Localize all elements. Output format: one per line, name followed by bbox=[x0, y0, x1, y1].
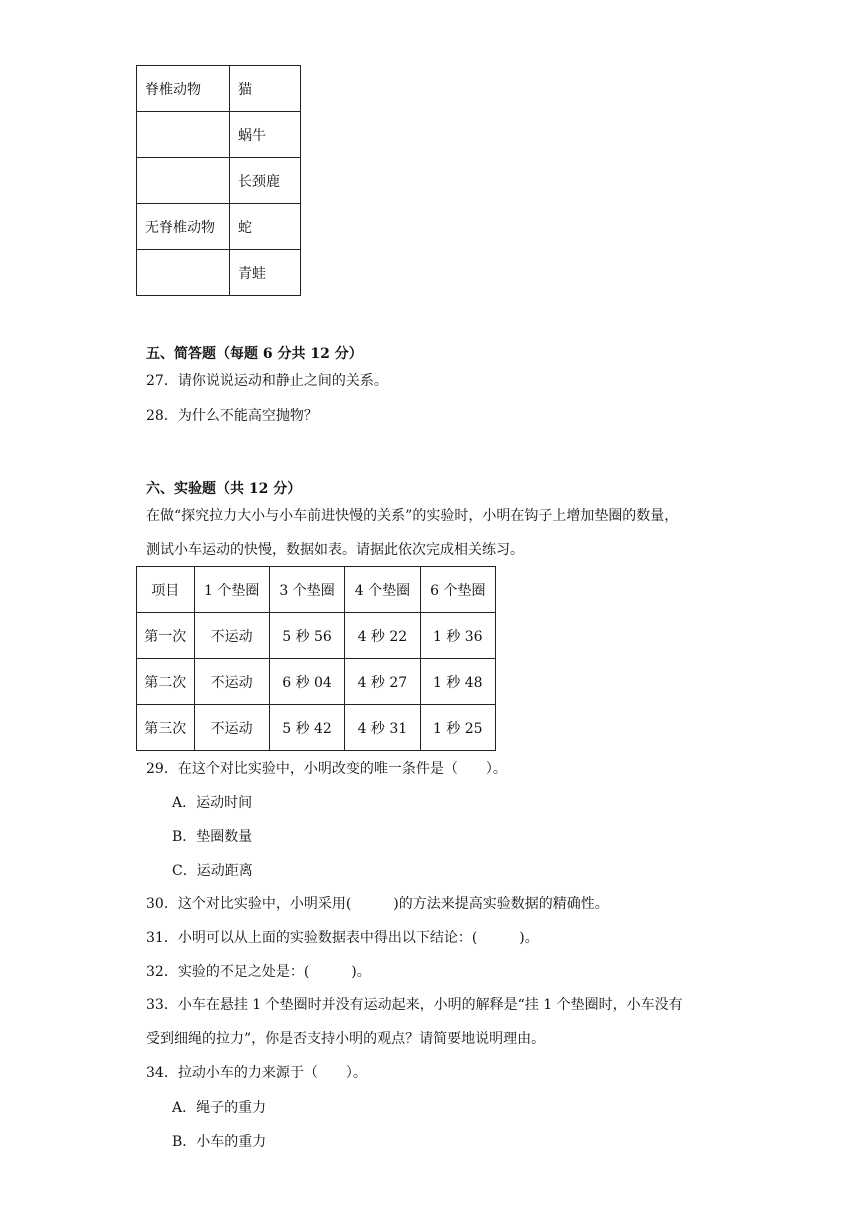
table-header-cell: 3 个垫圈 bbox=[269, 567, 344, 613]
table-cell bbox=[137, 112, 230, 158]
table-cell: 1 秒 25 bbox=[420, 705, 495, 751]
table-cell: 脊椎动物 bbox=[137, 66, 230, 112]
table-header-cell: 项目 bbox=[137, 567, 195, 613]
question-29: 29．在这个对比实验中，小明改变的唯一条件是（ ）。 bbox=[146, 761, 507, 777]
question-34: 34．拉动小车的力来源于（ ）。 bbox=[146, 1065, 367, 1081]
table-cell bbox=[137, 250, 230, 296]
option-34-a: A．绳子的重力 bbox=[172, 1100, 267, 1116]
table-cell: 6 秒 04 bbox=[269, 659, 344, 705]
option-29-b: B．垫圈数量 bbox=[172, 829, 253, 845]
table-cell: 1 秒 48 bbox=[420, 659, 495, 705]
question-32: 32．实验的不足之处是：( )。 bbox=[146, 964, 371, 980]
table-row bbox=[137, 158, 301, 204]
section-6-heading: 六、实验题（共 12 分） bbox=[146, 481, 302, 497]
table-cell: 长颈鹿 bbox=[230, 158, 301, 204]
table-cell: 1 秒 36 bbox=[420, 613, 495, 659]
table-row bbox=[137, 613, 496, 659]
table-cell: 5 秒 56 bbox=[269, 613, 344, 659]
table-cell: 第一次 bbox=[137, 613, 195, 659]
table-row bbox=[137, 659, 496, 705]
table-cell: 4 秒 27 bbox=[345, 659, 420, 705]
table-header-cell: 4 个垫圈 bbox=[345, 567, 420, 613]
question-31: 31．小明可以从上面的实验数据表中得出以下结论：( )。 bbox=[146, 930, 539, 946]
table-header-row bbox=[137, 567, 496, 613]
table-row bbox=[137, 112, 301, 158]
animal-classification-table bbox=[136, 65, 301, 296]
question-27: 27．请你说说运动和静止之间的关系。 bbox=[146, 373, 388, 389]
table-row bbox=[137, 204, 301, 250]
table-header-cell: 1 个垫圈 bbox=[194, 567, 269, 613]
table-cell: 不运动 bbox=[194, 705, 269, 751]
table-cell: 蛇 bbox=[230, 204, 301, 250]
table-row bbox=[137, 250, 301, 296]
table-cell: 第二次 bbox=[137, 659, 195, 705]
option-29-a: A．运动时间 bbox=[172, 795, 253, 811]
table-cell: 无脊椎动物 bbox=[137, 204, 230, 250]
table-cell: 4 秒 31 bbox=[345, 705, 420, 751]
experiment-data-table bbox=[136, 566, 496, 751]
table-cell: 猫 bbox=[230, 66, 301, 112]
table-cell: 5 秒 42 bbox=[269, 705, 344, 751]
table-cell bbox=[137, 158, 230, 204]
table-cell: 第三次 bbox=[137, 705, 195, 751]
table-cell: 蜗牛 bbox=[230, 112, 301, 158]
experiment-intro-line-2: 测试小车运动的快慢，数据如表。请据此依次完成相关练习。 bbox=[146, 542, 524, 558]
question-33-line-2: 受到细绳的拉力”，你是否支持小明的观点？请简要地说明理由。 bbox=[146, 1031, 546, 1047]
question-30: 30．这个对比实验中，小明采用( )的方法来提高实验数据的精确性。 bbox=[146, 896, 609, 912]
table-row bbox=[137, 705, 496, 751]
question-28: 28．为什么不能高空抛物？ bbox=[146, 408, 318, 424]
table-row bbox=[137, 66, 301, 112]
section-5-heading: 五、简答题（每题 6 分共 12 分） bbox=[146, 346, 363, 362]
experiment-intro-line-1: 在做“探究拉力大小与小车前进快慢的关系”的实验时，小明在钩子上增加垫圈的数量， bbox=[146, 508, 679, 524]
table-cell: 青蛙 bbox=[230, 250, 301, 296]
option-29-c: C．运动距离 bbox=[172, 863, 253, 879]
question-33-line-1: 33．小车在悬挂 1 个垫圈时并没有运动起来，小明的解释是“挂 1 个垫圈时，小车没有 bbox=[146, 997, 683, 1013]
table-header-cell: 6 个垫圈 bbox=[420, 567, 495, 613]
table-cell: 4 秒 22 bbox=[345, 613, 420, 659]
option-34-b: B．小车的重力 bbox=[172, 1134, 267, 1150]
table-cell: 不运动 bbox=[194, 659, 269, 705]
table-cell: 不运动 bbox=[194, 613, 269, 659]
